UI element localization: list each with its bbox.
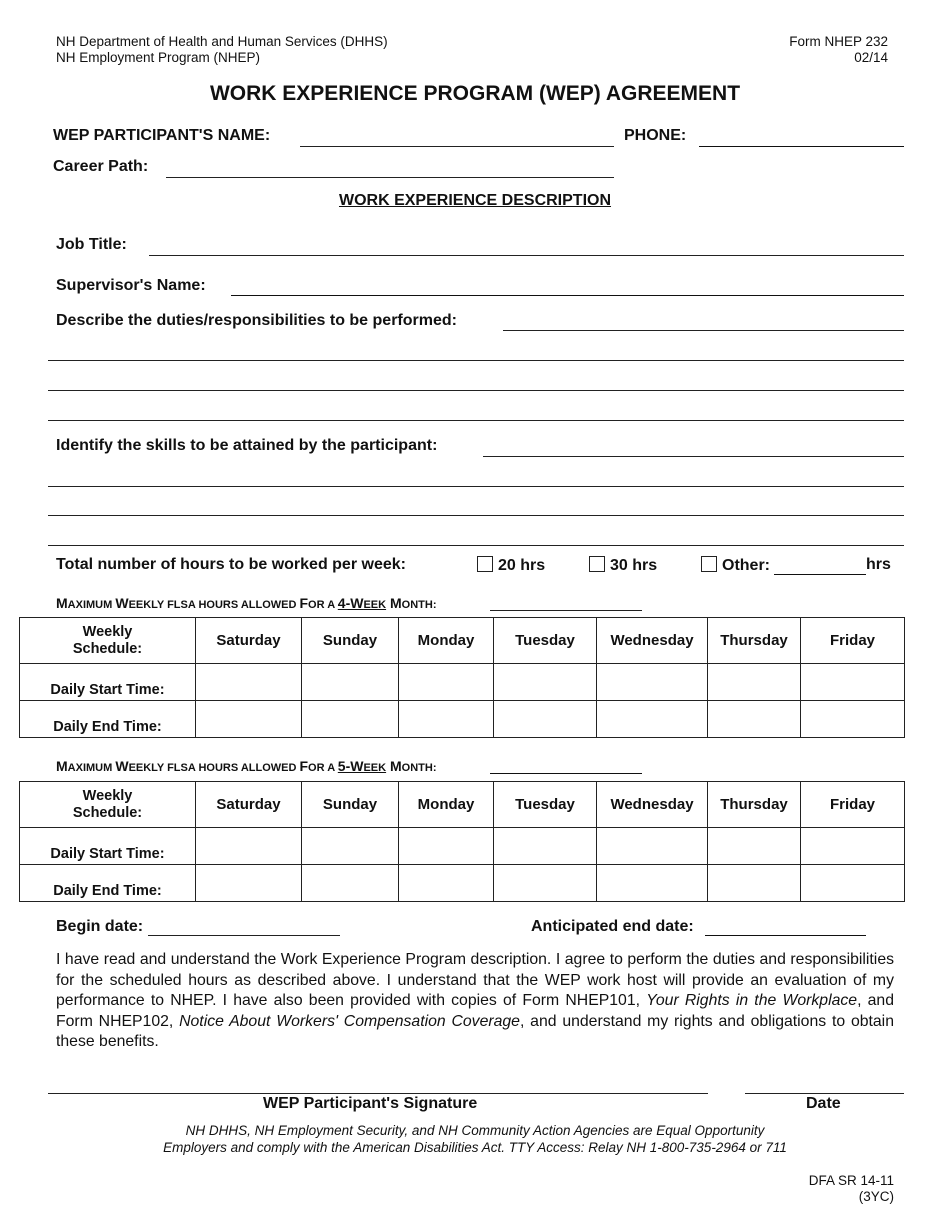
daily-start-time-label: Daily Start Time:: [20, 828, 196, 865]
work-experience-description-heading: WORK EXPERIENCE DESCRIPTION: [338, 192, 612, 209]
form-date: 02/14: [854, 50, 888, 65]
start-time-cell[interactable]: [708, 664, 801, 701]
schedule-table-4-week: [19, 617, 905, 738]
schedule-table-5-week: [19, 781, 905, 902]
flsa-5-week-field[interactable]: [490, 773, 642, 774]
schedule-header-row: [20, 782, 905, 828]
duties-label: Describe the duties/responsibilities to be performed:: [56, 312, 457, 329]
participant-name-label: WEP PARTICIPANT'S NAME:: [53, 127, 271, 144]
end-time-row: [20, 701, 905, 738]
duties-line-3[interactable]: [48, 390, 904, 391]
skills-line-2[interactable]: [48, 486, 904, 487]
anticipated-end-date-label: Anticipated end date:: [531, 918, 694, 935]
start-time-row: [20, 828, 905, 865]
end-time-cell[interactable]: [494, 865, 597, 902]
page-title: WORK EXPERIENCE PROGRAM (WEP) AGREEMENT: [209, 82, 741, 105]
day-thursday: Thursday: [708, 782, 801, 828]
day-tuesday: Tuesday: [494, 782, 597, 828]
end-time-cell[interactable]: [801, 701, 905, 738]
end-time-cell[interactable]: [801, 865, 905, 902]
duties-line-2[interactable]: [48, 360, 904, 361]
end-time-cell[interactable]: [302, 701, 399, 738]
end-time-cell[interactable]: [302, 865, 399, 902]
schedule-corner: Weekly Schedule:: [20, 618, 196, 664]
phone-field[interactable]: [699, 146, 904, 147]
end-time-cell[interactable]: [494, 701, 597, 738]
supervisor-name-label: Supervisor's Name:: [56, 277, 206, 294]
start-time-cell[interactable]: [597, 664, 708, 701]
schedule-header-row: [20, 618, 905, 664]
flsa-4-week-label: MAXIMUM WEEKLY FLSA HOURS ALLOWED FOR A 4-WEEK MONTH:: [56, 595, 437, 611]
schedule-corner: Weekly Schedule:: [20, 782, 196, 828]
start-time-cell[interactable]: [494, 828, 597, 865]
eeo-footer-line1: NH DHHS, NH Employment Security, and NH Community Action Agencies are Equal Opportunity: [185, 1123, 765, 1138]
hours-other-field[interactable]: [774, 574, 866, 575]
hours-20-label: 20 hrs: [498, 557, 546, 574]
day-saturday: Saturday: [196, 618, 302, 664]
document-code: [809, 1173, 894, 1205]
hours-20-checkbox[interactable]: [477, 556, 493, 572]
start-time-row: [20, 664, 905, 701]
phone-label: PHONE:: [624, 127, 687, 144]
flsa-4-week-field[interactable]: [490, 610, 642, 611]
signature-date-label: Date: [806, 1095, 841, 1112]
end-time-row: [20, 865, 905, 902]
day-friday: Friday: [801, 782, 905, 828]
agency-header: [56, 34, 388, 66]
hours-other-option[interactable]: [701, 556, 770, 575]
day-thursday: Thursday: [708, 618, 801, 664]
hours-other-checkbox[interactable]: [701, 556, 717, 572]
hours-other-label: Other:: [722, 557, 770, 574]
eeo-footer-line2: Employers and comply with the American Disabilities Act. TTY Access: Relay NH 1-800-735-2964 or 711: [163, 1140, 787, 1155]
day-tuesday: Tuesday: [494, 618, 597, 664]
daily-end-time-label: Daily End Time:: [20, 865, 196, 902]
hours-20-option[interactable]: [477, 556, 545, 575]
day-sunday: Sunday: [302, 782, 399, 828]
daily-start-time-label: Daily Start Time:: [20, 664, 196, 701]
document-code-line2: (3YC): [858, 1189, 894, 1204]
start-time-cell[interactable]: [302, 664, 399, 701]
day-wednesday: Wednesday: [597, 782, 708, 828]
signature-date-field[interactable]: [745, 1093, 904, 1094]
skills-field[interactable]: [483, 456, 904, 457]
participant-signature-label: WEP Participant's Signature: [263, 1095, 478, 1112]
agreement-statement: I have read and understand the Work Experience Program description. I agree to perform the duties and responsibilities for the scheduled hours as described above. I understand that the WEP work host will provide an evaluation of my performance to NHEP. I have also been provided with copies of Form NHEP101, Your Rights in the Workplace, and Form NHEP102, Notice About Workers' Compensation Coverage, and understand my rights and obligations to obtain these benefits.: [56, 951, 895, 1050]
participant-name-field[interactable]: [300, 146, 614, 147]
job-title-label: Job Title:: [56, 236, 127, 253]
end-time-cell[interactable]: [399, 701, 494, 738]
start-time-cell[interactable]: [494, 664, 597, 701]
skills-label: Identify the skills to be attained by the participant:: [56, 437, 438, 454]
day-friday: Friday: [801, 618, 905, 664]
form-number: Form NHEP 232: [789, 34, 888, 49]
start-time-cell[interactable]: [196, 664, 302, 701]
anticipated-end-date-field[interactable]: [705, 935, 866, 936]
start-time-cell[interactable]: [399, 828, 494, 865]
signature-field[interactable]: [48, 1093, 708, 1094]
end-time-cell[interactable]: [399, 865, 494, 902]
start-time-cell[interactable]: [801, 664, 905, 701]
job-title-field[interactable]: [149, 255, 904, 256]
end-time-cell[interactable]: [597, 865, 708, 902]
duties-field[interactable]: [503, 330, 904, 331]
career-path-field[interactable]: [166, 177, 614, 178]
eeo-footer: [0, 1122, 950, 1156]
start-time-cell[interactable]: [801, 828, 905, 865]
duties-line-4[interactable]: [48, 420, 904, 421]
day-monday: Monday: [399, 618, 494, 664]
start-time-cell[interactable]: [597, 828, 708, 865]
hours-30-checkbox[interactable]: [589, 556, 605, 572]
agency-line-dhhs: NH Department of Health and Human Services (DHHS): [56, 34, 388, 49]
career-path-label: Career Path:: [53, 158, 149, 175]
start-time-cell[interactable]: [399, 664, 494, 701]
end-time-cell[interactable]: [708, 701, 801, 738]
document-code-line1: DFA SR 14-11: [808, 1173, 894, 1188]
day-wednesday: Wednesday: [597, 618, 708, 664]
hours-other-suffix: hrs: [866, 556, 891, 573]
daily-end-time-label: Daily End Time:: [20, 701, 196, 738]
end-time-cell[interactable]: [708, 865, 801, 902]
hours-per-week-label: Total number of hours to be worked per week:: [56, 556, 406, 573]
skills-line-4[interactable]: [48, 545, 904, 546]
day-saturday: Saturday: [196, 782, 302, 828]
flsa-5-week-label: MAXIMUM WEEKLY FLSA HOURS ALLOWED FOR A 5-WEEK MONTH:: [56, 758, 437, 774]
day-monday: Monday: [399, 782, 494, 828]
day-sunday: Sunday: [302, 618, 399, 664]
start-time-cell[interactable]: [302, 828, 399, 865]
begin-date-field[interactable]: [148, 935, 340, 936]
hours-30-option[interactable]: [589, 556, 657, 575]
start-time-cell[interactable]: [708, 828, 801, 865]
hours-30-label: 30 hrs: [610, 557, 658, 574]
agency-line-nhep: NH Employment Program (NHEP): [56, 50, 261, 65]
form-id: [789, 34, 888, 66]
end-time-cell[interactable]: [196, 701, 302, 738]
start-time-cell[interactable]: [196, 828, 302, 865]
skills-line-3[interactable]: [48, 515, 904, 516]
end-time-cell[interactable]: [597, 701, 708, 738]
end-time-cell[interactable]: [196, 865, 302, 902]
begin-date-label: Begin date:: [56, 918, 144, 935]
supervisor-name-field[interactable]: [231, 295, 904, 296]
